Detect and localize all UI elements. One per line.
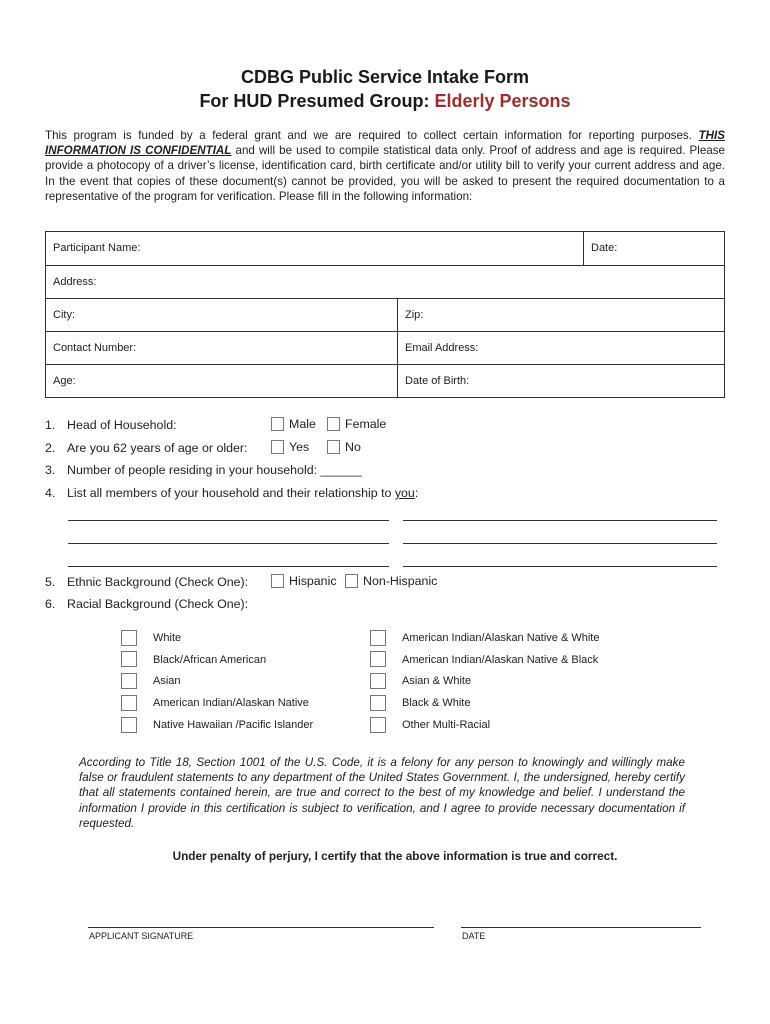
non-hispanic-option[interactable] bbox=[345, 574, 437, 588]
row-age-dob bbox=[46, 364, 724, 397]
applicant-signature-line[interactable] bbox=[88, 927, 434, 928]
question-text: Are you 62 years of age or older: bbox=[67, 441, 248, 455]
race-checkbox-am-indian-white[interactable] bbox=[370, 630, 386, 646]
age-field[interactable]: Age: bbox=[53, 375, 76, 387]
question-text: Ethnic Background (Check One): bbox=[67, 575, 249, 589]
race-checkbox-am-indian-black[interactable] bbox=[370, 651, 386, 667]
male-option[interactable] bbox=[271, 417, 316, 431]
race-label-asian: Asian bbox=[153, 675, 181, 687]
non-hispanic-checkbox[interactable] bbox=[345, 574, 358, 588]
yes-option[interactable] bbox=[271, 440, 309, 454]
no-checkbox[interactable] bbox=[327, 440, 340, 454]
date-of-birth-field[interactable]: Date of Birth: bbox=[397, 365, 724, 397]
race-checkbox-asian[interactable] bbox=[121, 673, 137, 689]
race-label-am-indian: American Indian/Alaskan Native bbox=[153, 697, 309, 709]
race-checkbox-am-indian[interactable] bbox=[121, 695, 137, 711]
female-label: Female bbox=[345, 417, 387, 431]
subtitle-prefix: For HUD Presumed Group: bbox=[199, 91, 435, 111]
yes-checkbox[interactable] bbox=[271, 440, 284, 454]
no-label: No bbox=[345, 440, 361, 454]
household-member-line[interactable] bbox=[403, 566, 717, 567]
question-text: Number of people residing in your household: ______ bbox=[67, 463, 362, 477]
hispanic-checkbox[interactable] bbox=[271, 574, 284, 588]
race-checkbox-asian-white[interactable] bbox=[370, 673, 386, 689]
no-option[interactable] bbox=[327, 440, 361, 454]
form-title: CDBG Public Service Intake Form bbox=[240, 67, 530, 87]
race-label-other-multi: Other Multi-Racial bbox=[402, 719, 491, 731]
hispanic-label: Hispanic bbox=[289, 574, 337, 588]
race-checkbox-white[interactable] bbox=[121, 630, 137, 646]
row-name-date bbox=[46, 232, 724, 265]
household-member-line[interactable] bbox=[403, 543, 717, 544]
zip-field[interactable]: Zip: bbox=[397, 299, 724, 331]
question-number: 2. bbox=[45, 441, 56, 455]
address-field[interactable]: Address: bbox=[53, 276, 97, 288]
intro-part1: This program is funded by a federal grant and we are required to collect certain information for reporting purposes. bbox=[45, 129, 699, 142]
household-member-line[interactable] bbox=[68, 566, 389, 567]
female-option[interactable] bbox=[327, 417, 386, 431]
city-field[interactable]: City: bbox=[53, 309, 75, 321]
participant-name-field[interactable]: Participant Name: bbox=[53, 242, 141, 254]
question-text bbox=[67, 486, 418, 500]
race-label-asian-white: Asian & White bbox=[402, 675, 472, 687]
question-text: Head of Household: bbox=[67, 418, 177, 432]
row-address bbox=[46, 265, 724, 298]
race-label-white: White bbox=[153, 632, 182, 644]
question-4-suffix: : bbox=[414, 486, 419, 500]
row-city-zip bbox=[46, 298, 724, 331]
household-member-line[interactable] bbox=[68, 520, 389, 521]
question-number: 5. bbox=[45, 575, 56, 589]
row-contact-email bbox=[46, 331, 724, 364]
question-text: Racial Background (Check One): bbox=[67, 597, 249, 611]
male-checkbox[interactable] bbox=[271, 417, 284, 431]
intro-paragraph bbox=[45, 128, 725, 204]
hispanic-option[interactable] bbox=[271, 574, 337, 588]
household-member-line[interactable] bbox=[68, 543, 389, 544]
race-label-am-indian-black: American Indian/Alaskan Native & Black bbox=[402, 654, 599, 666]
race-label-black-white: Black & White bbox=[402, 697, 471, 709]
female-checkbox[interactable] bbox=[327, 417, 340, 431]
question-number: 4. bbox=[45, 486, 56, 500]
certification-statement: Under penalty of perjury, I certify that the above information is true and correct. bbox=[172, 849, 618, 863]
subtitle-accent: Elderly Persons bbox=[434, 91, 571, 111]
race-label-black: Black/African American bbox=[153, 654, 267, 666]
contact-number-field[interactable]: Contact Number: bbox=[53, 342, 137, 354]
intro-part2: and will be used to compile statistical data only. Proof of address and age is required. Please provide a photocopy of a driver’s license, identification card, birth certificate and/or utility bill to verify your current address and age. In the event that copies of these document(s) cannot be provided, you will be asked to present the required documentation to a representative of the program for verification. Please fill in the following information: bbox=[45, 144, 725, 203]
race-label-am-indian-white: American Indian/Alaskan Native & White bbox=[402, 632, 600, 644]
race-label-pacific-islander: Native Hawaiian /Pacific Islander bbox=[153, 719, 314, 731]
date-signature-line[interactable] bbox=[461, 927, 701, 928]
question-number: 6. bbox=[45, 597, 56, 611]
race-checkbox-pacific-islander[interactable] bbox=[121, 717, 137, 733]
male-label: Male bbox=[289, 417, 316, 431]
email-address-field[interactable]: Email Address: bbox=[397, 332, 724, 364]
question-4-prefix: List all members of your household and their relationship to bbox=[67, 486, 395, 500]
date-field[interactable]: Date: bbox=[583, 232, 724, 265]
non-hispanic-label: Non-Hispanic bbox=[363, 574, 438, 588]
question-4-you: you bbox=[394, 486, 415, 500]
applicant-signature-label: APPLICANT SIGNATURE bbox=[89, 931, 194, 941]
question-number: 1. bbox=[45, 418, 56, 432]
race-checkbox-other-multi[interactable] bbox=[370, 717, 386, 733]
race-checkbox-black-white[interactable] bbox=[370, 695, 386, 711]
participant-info-table bbox=[45, 231, 725, 398]
yes-label: Yes bbox=[289, 440, 310, 454]
question-number: 3. bbox=[45, 463, 56, 477]
legal-statement: According to Title 18, Section 1001 of the U.S. Code, it is a felony for any person to knowingly and willingly make false or fraudulent statements to any department of the United States Government. I, the undersigned, hereby certify that all statements contained herein, are true and correct to the best of my knowledge and belief. I understand the information I provide in this certification is subject to verification, and I agree to provide necessary documentation if requested. bbox=[79, 756, 685, 830]
race-checkbox-black[interactable] bbox=[121, 651, 137, 667]
form-subtitle bbox=[0, 91, 770, 112]
household-member-line[interactable] bbox=[403, 520, 717, 521]
confidential-notice: THIS INFORMATION IS CONFIDENTIAL bbox=[45, 129, 725, 158]
date-signature-label: DATE bbox=[462, 931, 486, 941]
